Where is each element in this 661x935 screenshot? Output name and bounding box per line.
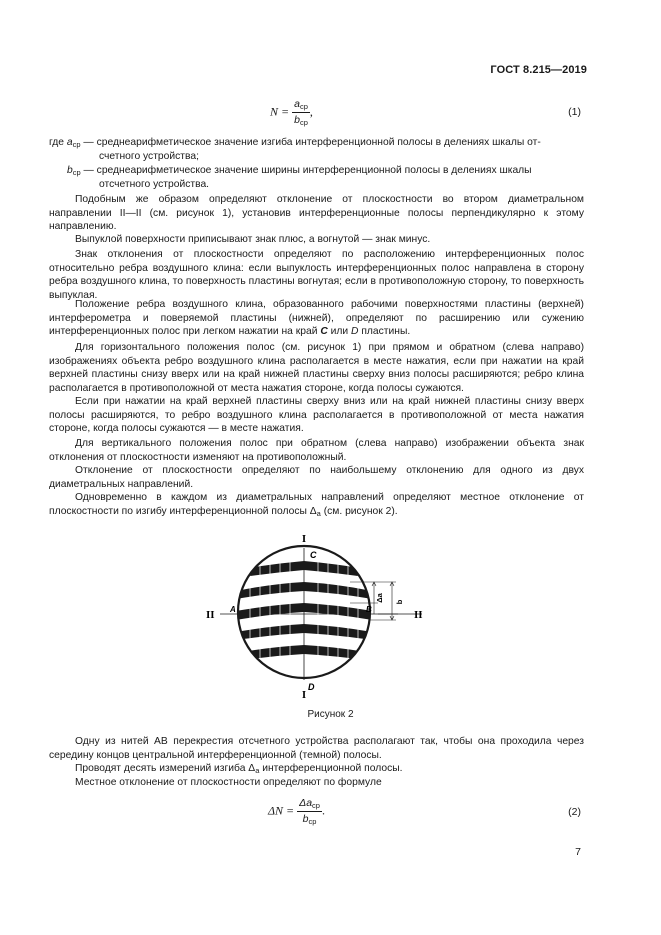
formula-2-den-sub: ср xyxy=(308,817,317,826)
formula-2-num-sub: ср xyxy=(312,801,320,810)
paragraph-4-text: Положение ребра воздушного клина, образованного рабочими поверхностями пластины (верхней) интерферометра и поверяемой пластины (нижней), определяют по расширению или сужению интерференционных полос при легком нажатии на край xyxy=(49,299,584,338)
definition-b-cont: отсчетного устройства. xyxy=(99,179,210,190)
paragraph-4-or: или xyxy=(327,326,352,338)
paragraph-11-delta: Δ xyxy=(248,763,256,774)
paragraph-9-sub: а xyxy=(316,508,321,518)
paragraph-9-delta: Δ xyxy=(309,505,317,517)
formula-1-lhs: N = xyxy=(270,104,290,119)
formula-2-num-var: Δa xyxy=(299,797,313,809)
definition-a-var: a xyxy=(66,137,73,148)
label-i-bottom: I xyxy=(301,689,307,701)
definition-b-text: — среднеарифметическое значение ширины интерференционной полосы в делениях шкалы xyxy=(80,165,532,176)
document-header: ГОСТ 8.215—2019 xyxy=(490,64,587,76)
paragraph-9 xyxy=(49,491,584,520)
paragraph-4 xyxy=(49,298,584,339)
paragraph-9-text: Одновременно в каждом из диаметральных направлений определяют местное отклонение от плоскостности по изгибу интерференционной полосы xyxy=(49,492,584,517)
formula-1-den-var: b xyxy=(294,114,300,126)
label-delta-a: Δa xyxy=(375,593,384,603)
paragraph-1: Подобным же образом определяют отклонение от плоскостности во втором диаметральном направлении II—II (см. рисунок 1), установив интерференционные полосы перпендикулярно к этому направлению. xyxy=(49,194,584,233)
definition-a-sub: ср xyxy=(72,140,81,149)
page-number: 7 xyxy=(575,846,581,858)
paragraph-10: Одну из нитей АВ перекрестия отсчетного устройства располагают так, чтобы она проходила через середину концов центральной интерференционной (темной) полосы. xyxy=(49,736,584,761)
label-ii-right: II xyxy=(414,609,423,621)
paragraph-11-sub: а xyxy=(255,766,260,775)
formula-1 xyxy=(270,98,313,127)
formula-2-number: (2) xyxy=(568,806,581,818)
definition-a-text: — среднеарифметическое значение изгиба интерференционной полосы в делениях шкалы от- xyxy=(80,137,541,148)
figure-2 xyxy=(200,530,460,705)
label-ii-left: II xyxy=(206,609,215,621)
paragraph-11-text: Проводят десять измерений изгиба xyxy=(75,763,249,774)
formula-2-tail: . xyxy=(321,803,325,818)
paragraph-9-end: (см. рисунок 2). xyxy=(320,505,398,517)
formula-1-fraction xyxy=(292,98,310,127)
paragraph-2: Выпуклой поверхности приписывают знак плюс, а вогнутой — знак минус. xyxy=(75,234,431,245)
formula-1-den-sub: ср xyxy=(299,118,308,127)
formula-2-fraction xyxy=(297,797,322,826)
formula-1-num-sub: ср xyxy=(299,102,308,111)
paragraph-5: Для горизонтального положения полос (см. рисунок 1) при прямом и обратном (слева направо) изображениях объекта ребро воздушного клина располагается в месте нажатия, если при нажатии на край верхней пластины снизу вверх или на край нижней пластины сверху вниз полосы расширяются; ребро клина располагается в противоположной от места нажатия стороне, когда полосы сужаются. xyxy=(49,342,584,394)
paragraph-7: Для вертикального положения полос при обратном (слева направо) изображении объекта знак отклонения от плоскостности изменяют на противоположный. xyxy=(49,438,584,463)
label-d: D xyxy=(308,682,315,692)
definition-prefix: где xyxy=(49,137,67,148)
formula-1-num-var: a xyxy=(294,98,300,110)
definition-a-cont: счетного устройства; xyxy=(99,151,199,162)
label-i-top: I xyxy=(301,533,307,545)
edge-c-ref: С xyxy=(320,326,328,338)
formula-2 xyxy=(268,797,325,826)
paragraph-3: Знак отклонения от плоскостности определяют по расположению интерференционных полос относительно ребра воздушного клина: если выпуклость интерференционных полос направлена в сторону ребра воздушного клина, то поверхность пластины вогнутая; если в противоположную сторону, то поверхность выпуклая. xyxy=(49,249,584,301)
paragraph-11-end: интерференционной полосы. xyxy=(259,763,403,774)
formula-1-tail: , xyxy=(309,104,313,119)
paragraph-12: Местное отклонение от плоскостности определяют по формуле xyxy=(75,777,382,788)
formula-2-den-var: b xyxy=(302,813,309,825)
formula-2-lhs: ΔN = xyxy=(268,803,295,818)
paragraph-8: Отклонение от плоскостности определяют по наибольшему отклонению для одного из двух диаметральных направлений. xyxy=(49,465,584,490)
label-c: C xyxy=(310,550,317,560)
formula-1-number: (1) xyxy=(568,106,581,118)
edge-d-ref: D xyxy=(351,326,359,338)
definition-b-var: b xyxy=(67,165,73,176)
figure-2-caption: Рисунок 2 xyxy=(307,709,354,720)
label-a: A xyxy=(230,605,236,614)
definition-b-sub: ср xyxy=(72,168,81,177)
label-b-point: B xyxy=(366,605,372,614)
paragraph-4-end: пластины. xyxy=(358,326,411,338)
label-b: b xyxy=(395,599,404,605)
paragraph-6: Если при нажатии на край верхней пластины сверху вниз или на край нижней пластины снизу вверх полосы расширяются, то ребро воздушного клина располагается в противоположной от места нажатия стороне, когда полосы сужаются — в месте нажатия. xyxy=(49,396,584,435)
